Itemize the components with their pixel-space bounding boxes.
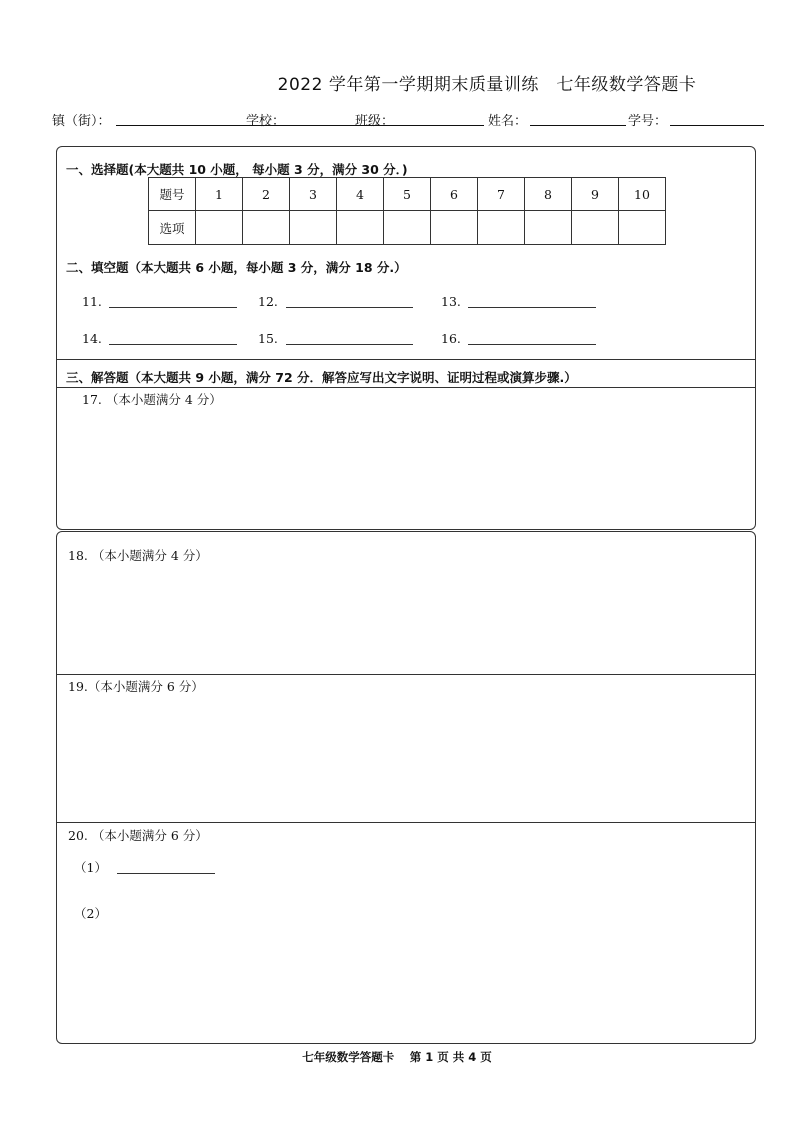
fill-answer-line[interactable] (286, 307, 413, 308)
fill-item-number: 15. (258, 331, 278, 346)
name-label: 姓名： (488, 114, 528, 129)
choice-answer-cell[interactable] (196, 211, 243, 245)
fill-answer-line[interactable] (109, 344, 237, 345)
choice-number: 7 (478, 178, 525, 211)
choice-answer-cell[interactable] (384, 211, 431, 245)
choice-number: 8 (525, 178, 572, 211)
fill-answer-line[interactable] (468, 307, 596, 308)
part2-title: 二、填空题（本大题共 6 小题，每小题 3 分，满分 18 分.） (66, 260, 407, 275)
question-20-label: 20. （本小题满分 6 分） (68, 828, 208, 843)
question-18-label: 18. （本小题满分 4 分） (68, 548, 208, 563)
question-18-answer-area[interactable] (60, 566, 750, 670)
fill-answer-line[interactable] (468, 344, 596, 345)
question-20-answer-area[interactable] (60, 924, 750, 1036)
choice-header-label: 题号 (149, 178, 196, 211)
page-footer: 七年级数学答题卡 第 1 页 共 4 页 (302, 1050, 492, 1064)
choice-number: 9 (572, 178, 619, 211)
student-info-row (52, 110, 764, 130)
part1-title: 一、选择题(本大题共 10 小题， 每小题 3 分，满分 30 分．) (66, 162, 408, 177)
choice-answer-cell[interactable] (619, 211, 666, 245)
class-field[interactable] (398, 125, 484, 126)
student-id-label: 学号： (628, 114, 668, 129)
name-field[interactable] (530, 125, 626, 126)
question-17-answer-area[interactable] (60, 410, 750, 524)
choice-answer-cell[interactable] (243, 211, 290, 245)
question-20-part2-label: （2） (74, 906, 107, 921)
choice-number: 10 (619, 178, 666, 211)
choice-number: 3 (290, 178, 337, 211)
question-19-answer-area[interactable] (60, 697, 750, 819)
choice-answer-table (148, 177, 666, 245)
fill-item-number: 14. (82, 331, 102, 346)
question-17-label: 17. （本小题满分 4 分） (82, 392, 222, 407)
question-20-part1-line[interactable] (117, 873, 215, 874)
question-19-label: 19.（本小题满分 6 分） (68, 679, 204, 694)
school-label: 学校： (246, 114, 286, 129)
choice-answer-cell[interactable] (525, 211, 572, 245)
choice-answer-cell[interactable] (290, 211, 337, 245)
fill-item-number: 11. (82, 294, 102, 309)
class-label: 班级： (355, 114, 395, 129)
fill-answer-line[interactable] (109, 307, 237, 308)
choice-number: 1 (196, 178, 243, 211)
fill-item-number: 16. (441, 331, 461, 346)
choice-number: 4 (337, 178, 384, 211)
choice-answer-label: 选项 (149, 211, 196, 245)
divider (56, 387, 756, 388)
choice-number: 5 (384, 178, 431, 211)
choice-number: 6 (431, 178, 478, 211)
choice-answer-cell[interactable] (572, 211, 619, 245)
divider (56, 674, 756, 675)
fill-answer-line[interactable] (286, 344, 413, 345)
student-id-field[interactable] (670, 125, 764, 126)
part3-title: 三、解答题（本大题共 9 小题，满分 72 分．解答应写出文字说明、证明过程或演算步骤.） (66, 370, 577, 385)
choice-answer-cell[interactable] (478, 211, 525, 245)
question-20-part1-label: （1） (74, 860, 107, 875)
page-title: 2022 学年第一学期期末质量训练 七年级数学答题卡 (277, 75, 697, 95)
fill-item-number: 12. (258, 294, 278, 309)
town-field[interactable] (116, 125, 244, 126)
divider (56, 359, 756, 360)
choice-number: 2 (243, 178, 290, 211)
town-label: 镇（街）： (52, 114, 111, 129)
divider (56, 822, 756, 823)
choice-answer-cell[interactable] (337, 211, 384, 245)
choice-answer-cell[interactable] (431, 211, 478, 245)
fill-item-number: 13. (441, 294, 461, 309)
